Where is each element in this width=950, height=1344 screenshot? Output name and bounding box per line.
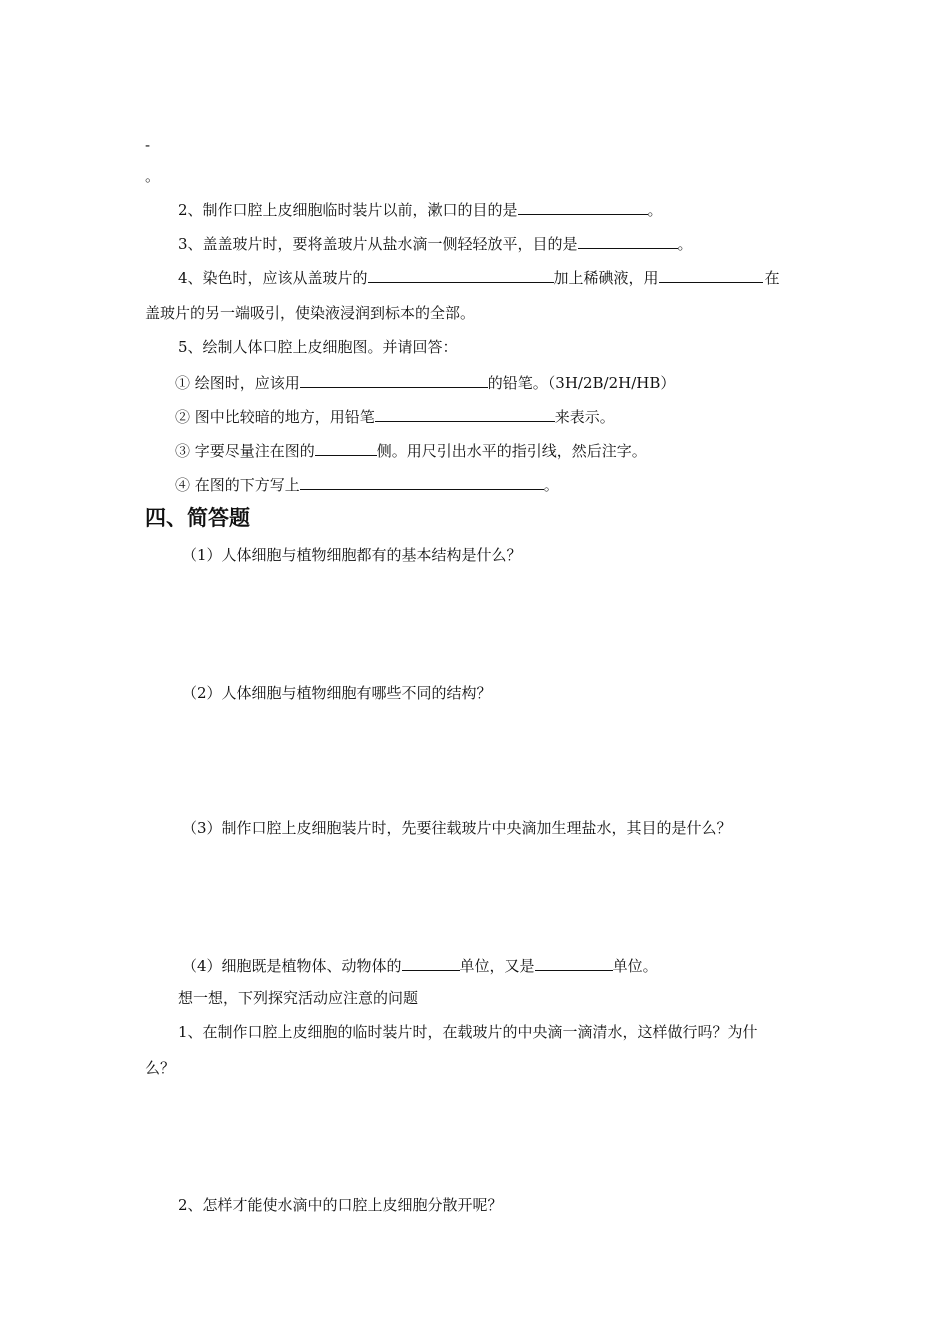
think-title: 想一想，下列探究活动应注意的问题 <box>178 989 419 1007</box>
think-q1-line2: 么？ <box>145 1059 176 1077</box>
fill-q5-d-post: 。 <box>543 476 559 494</box>
fill-q5-intro: 5、绘制人体口腔上皮细胞图。并请回答： <box>178 338 458 356</box>
answer-blank[interactable] <box>518 198 648 215</box>
section4-title: 四、简答题 <box>145 506 250 530</box>
answer-blank[interactable] <box>659 266 763 283</box>
fill-q5-b-pre: ② 图中比较暗的地方，用铅笔 <box>175 408 375 426</box>
fill-q2 <box>178 198 663 220</box>
section4-q4-c: 单位。 <box>612 957 658 975</box>
fill-q5-d-pre: ④ 在图的下方写上 <box>175 476 300 494</box>
fill-q5-c-post: 侧。用尺引出水平的指引线，然后注字。 <box>376 442 647 460</box>
answer-blank[interactable] <box>375 405 555 422</box>
answer-blank[interactable] <box>300 371 488 388</box>
top-period: 。 <box>145 167 161 185</box>
fill-q5-c-pre: ③ 字要尽量注在图的 <box>175 442 315 460</box>
fill-q5-c <box>175 439 647 461</box>
section4-q1: （1）人体细胞与植物细胞都有的基本结构是什么？ <box>182 546 522 564</box>
fill-q2-text: 2、制作口腔上皮细胞临时装片以前，漱口的目的是 <box>178 201 518 219</box>
answer-blank[interactable] <box>300 473 544 490</box>
think-q2: 2、怎样才能使水滴中的口腔上皮细胞分散开呢？ <box>178 1196 503 1214</box>
section4-q4-a: （4）细胞既是植物体、动物体的 <box>182 957 402 975</box>
fill-q4-text-a: 4、染色时，应该从盖玻片的 <box>178 269 368 287</box>
fill-q5-a <box>175 371 675 393</box>
fill-q2-end: 。 <box>647 201 663 219</box>
fill-q4-line2: 盖玻片的另一端吸引，使染液浸润到标本的全部。 <box>145 304 476 322</box>
top-dash: - <box>145 136 151 154</box>
fill-q5-a-post: 的铅笔。（3H/2B/2H/HB） <box>487 374 676 392</box>
section4-q4 <box>182 954 658 976</box>
answer-blank[interactable] <box>535 954 613 971</box>
answer-blank[interactable] <box>578 232 678 249</box>
fill-q3-text: 3、盖盖玻片时，要将盖玻片从盐水滴一侧轻轻放平，目的是 <box>178 235 578 253</box>
fill-q5-a-pre: ① 绘图时，应该用 <box>175 374 300 392</box>
answer-blank[interactable] <box>368 266 554 283</box>
fill-q3-end: 。 <box>677 235 693 253</box>
answer-blank[interactable] <box>315 439 377 456</box>
fill-q5-b-post: 来表示。 <box>554 408 615 426</box>
section4-q3: （3）制作口腔上皮细胞装片时，先要往载玻片中央滴加生理盐水，其目的是什么？ <box>182 819 732 837</box>
think-q1-line1: 1、在制作口腔上皮细胞的临时装片时，在载玻片的中央滴一滴清水，这样做行吗？为什 <box>178 1023 758 1041</box>
fill-q5-d <box>175 473 559 495</box>
fill-q4-line1 <box>178 266 780 288</box>
section4-q4-b: 单位，又是 <box>459 957 535 975</box>
answer-blank[interactable] <box>402 954 460 971</box>
fill-q5-b <box>175 405 615 427</box>
fill-q4-text-c: 在 <box>764 269 780 287</box>
fill-q3 <box>178 232 693 254</box>
fill-q4-text-b: 加上稀碘液，用 <box>553 269 659 287</box>
section4-q2: （2）人体细胞与植物细胞有哪些不同的结构？ <box>182 684 492 702</box>
